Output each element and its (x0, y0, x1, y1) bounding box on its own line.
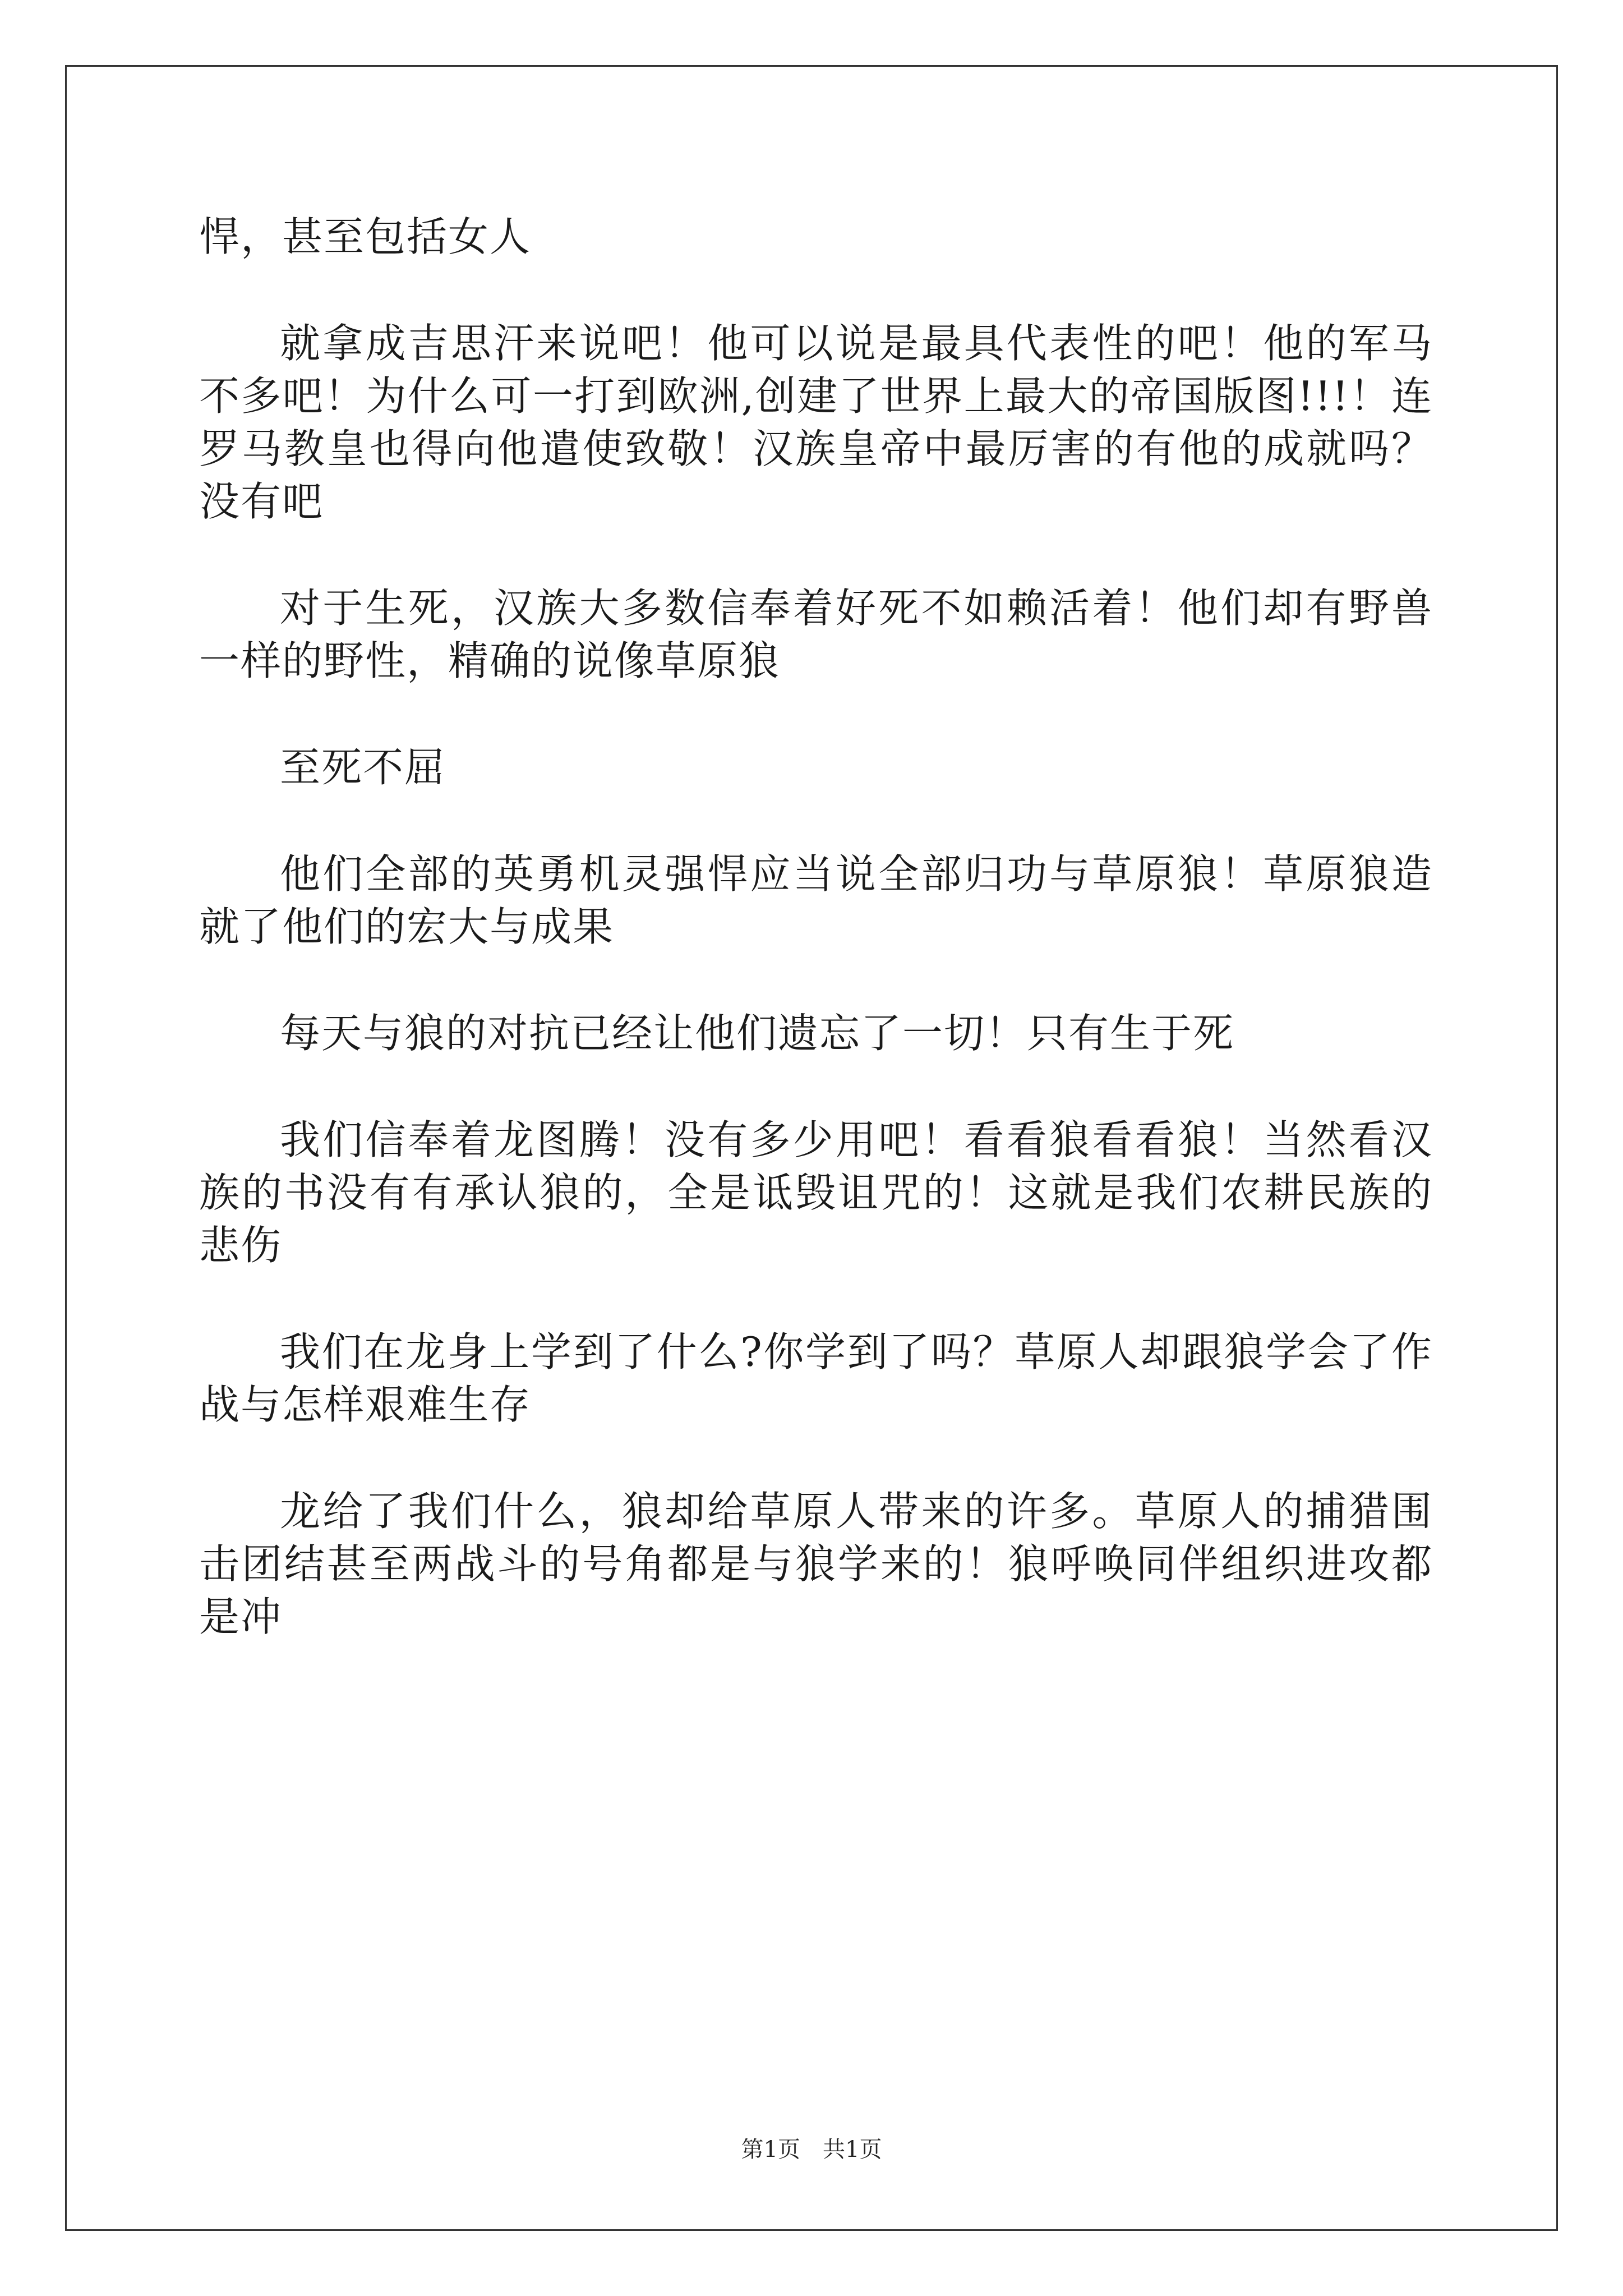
paragraph-1: 悍，甚至包括女人 (199, 213, 532, 260)
document-body (199, 210, 1433, 1697)
page-number-label: 第1页 共1页 (741, 2137, 882, 2162)
paragraph-2: 就拿成吉思汗来说吧！他可以说是最具代表性的吧！他的军马不多吧！为什么可一打到欧洲,创建了世界上最大的帝国版图!!!！连罗马教皇也得向他遣使致敬！汉族皇帝中最厉害的有他的成就吗？没有吧 (199, 320, 1433, 525)
paragraph-7: 我们信奉着龙图腾！没有多少用吧！看看狼看看狼！当然看汉族的书没有有承认狼的，全是诋毁诅咒的！这就是我们农耕民族的悲伤 (199, 1116, 1433, 1269)
paragraph-5: 他们全部的英勇机灵强悍应当说全部归功与草原狼！草原狼造就了他们的宏大与成果 (199, 850, 1433, 950)
paragraph-6: 每天与狼的对抗已经让他们遗忘了一切！只有生于死 (280, 1010, 1235, 1057)
paragraph-9: 龙给了我们什么，狼却给草原人带来的许多。草原人的捕猎围击团结甚至两战斗的号角都是与狼学来的！狼呼唤同伴组织进攻都是冲 (199, 1488, 1433, 1640)
paragraph-4: 至死不屈 (280, 744, 446, 791)
paragraph-8: 我们在龙身上学到了什么?你学到了吗？草原人却跟狼学会了作战与怎样艰难生存 (199, 1328, 1433, 1428)
page-footer (0, 2132, 1623, 2164)
paragraph-3: 对于生死，汉族大多数信奉着好死不如赖活着！他们却有野兽一样的野性，精确的说像草原狼 (199, 585, 1433, 684)
